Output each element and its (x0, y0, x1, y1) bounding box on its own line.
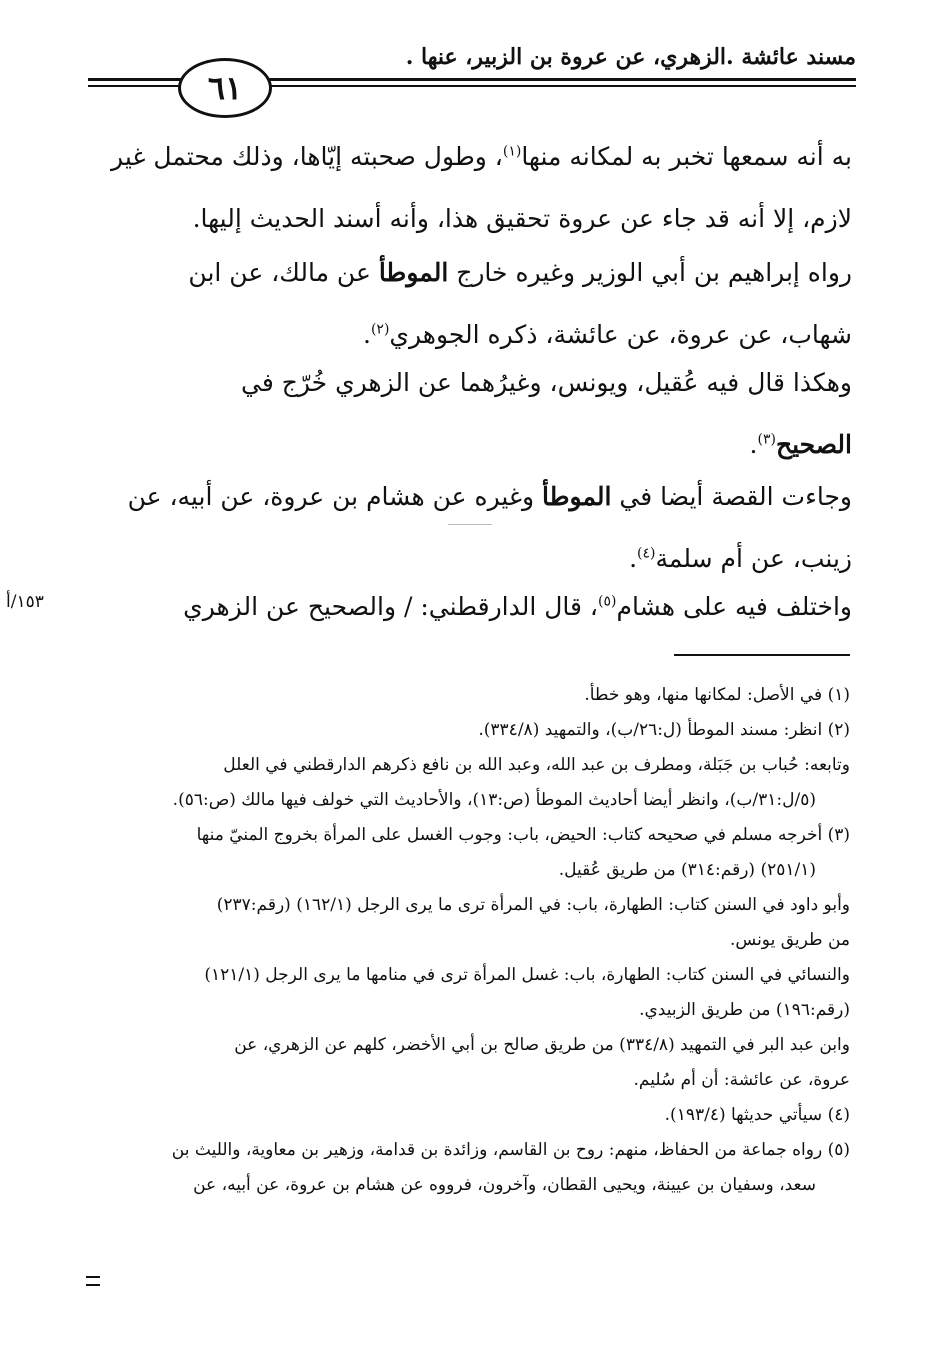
text-line: رواه إبراهيم بن أبي الوزير وغيره خارج الموطأ عن مالك، عن ابن (188, 258, 852, 287)
text-line: واختلف فيه على هشام$^{(٥)}$، قال الدارقطني: / والصحيح عن الزهري (183, 592, 852, 621)
book-title-muwatta: الموطأ (378, 258, 449, 287)
footnote-ref-1[interactable]: (١) (502, 143, 522, 160)
footnote-ref-2[interactable]: (٢) (370, 321, 390, 338)
footnote-3-continued: (٢٥١/١) (رقم:٣١٤) من طريق عُقيل. (558, 860, 816, 880)
footnote-separator (674, 654, 850, 656)
footnote-ref-3[interactable]: (٣) (757, 431, 776, 448)
paragraph-4 (92, 466, 852, 590)
text-line: به أنه سمعها تخبر به لمكانه منها$^{(١)}$، وطول صحبته إيّاها، وذلك محتمل غير (111, 142, 852, 171)
footnote-4: (٤) سيأتي حديثها (١٩٣/٤). (664, 1105, 850, 1125)
footnote-3-abu-dawud: وأبو داود في السنن كتاب: الطهارة، باب: في المرأة ترى ما يرى الرجل (١٦٢/١) (رقم:٢٣٧) (216, 895, 850, 915)
continuation-mark (86, 1276, 100, 1286)
paragraph-2 (92, 242, 852, 366)
footnote-3-ibn-abd-al-barr-continued: عروة، عن عائشة: أن أم سُليم. (633, 1070, 850, 1090)
paragraph-5 (92, 576, 852, 638)
footnotes (80, 678, 850, 1203)
paragraph-3 (92, 352, 852, 476)
text-line: شهاب، عن عروة، عن عائشة، ذكره الجوهري$^{(٢)}$. (363, 320, 852, 349)
page-number: ٦١ (178, 58, 272, 118)
scan-mark (448, 524, 492, 525)
footnote-2: (٢) انظر: مسند الموطأ (ل:٢٦/ب)، والتمهيد (٣٣٤/٨). (478, 720, 850, 740)
footnote-3: (٣) أخرجه مسلم في صحيحه كتاب: الحيض، باب: وجوب الغسل على المرأة بخروج المنيّ منها (196, 825, 850, 845)
book-title-sahih: الصحيح (775, 430, 852, 459)
footnote-3-ibn-abd-al-barr: وابن عبد البر في التمهيد (٣٣٤/٨) من طريق صالح بن أبي الأخضر، كلهم عن الزهري، عن (234, 1035, 850, 1055)
manuscript-folio-marker: ١٥٣/أ (6, 592, 44, 612)
book-title-muwatta: الموطأ (542, 482, 612, 511)
footnote-ref-5[interactable]: (٥) (598, 593, 617, 610)
footnote-ref-4[interactable]: (٤) (637, 545, 656, 562)
paragraph-1 (92, 126, 852, 250)
footnote-3-abu-dawud-continued: من طريق يونس. (730, 930, 850, 950)
text-line: زينب، عن أم سلمة$^{(٤)}$. (629, 544, 852, 573)
footnote-3-nasai: والنسائي في السنن كتاب: الطهارة، باب: غسل المرأة ترى في منامها ما يرى الرجل (١٢١/١) (204, 965, 850, 985)
footnote-5: (٥) رواه جماعة من الحفاظ، منهم: روح بن القاسم، وزائدة بن قدامة، وزهير بن معاوية، والليث بن (171, 1140, 850, 1160)
text-line: وجاءت القصة أيضا في الموطأ وغيره عن هشام بن عروة، عن أبيه، عن (127, 482, 852, 511)
footnote-2-continued: وتابعه: حُباب بن جَبَلة، ومطرف بن عبد الله، وعبد الله بن نافع ذكرهم الدارقطني في العلل (223, 755, 850, 775)
text-line: لازم، إلا أنه قد جاء عن عروة تحقيق هذا، وأنه أسند الحديث إليها. (192, 204, 852, 233)
text-line: وهكذا قال فيه عُقيل، ويونس، وغيرُهما عن الزهري خُرّج في (241, 368, 852, 397)
footnote-5-continued: سعد، وسفيان بن عيينة، ويحيى القطان، وآخرون، فرووه عن هشام بن عروة، عن أبيه، عن (193, 1175, 816, 1195)
footnote-3-nasai-continued: (رقم:١٩٦) من طريق الزبيدي. (639, 1000, 850, 1020)
text-line: الصحيح$^{(٣)}$. (749, 430, 852, 459)
footnote-1: (١) في الأصل: لمكانها منها، وهو خطأ. (584, 685, 850, 705)
footnote-2-continued: (٥/ل:٣١/ب)، وانظر أيضا أحاديث الموطأ (ص:١٣)، والأحاديث التي خولف فيها مالك (ص:٥٦). (172, 790, 816, 810)
running-header-title: مسند عائشة .الزهري، عن عروة بن الزبير، عنها . (405, 44, 856, 70)
